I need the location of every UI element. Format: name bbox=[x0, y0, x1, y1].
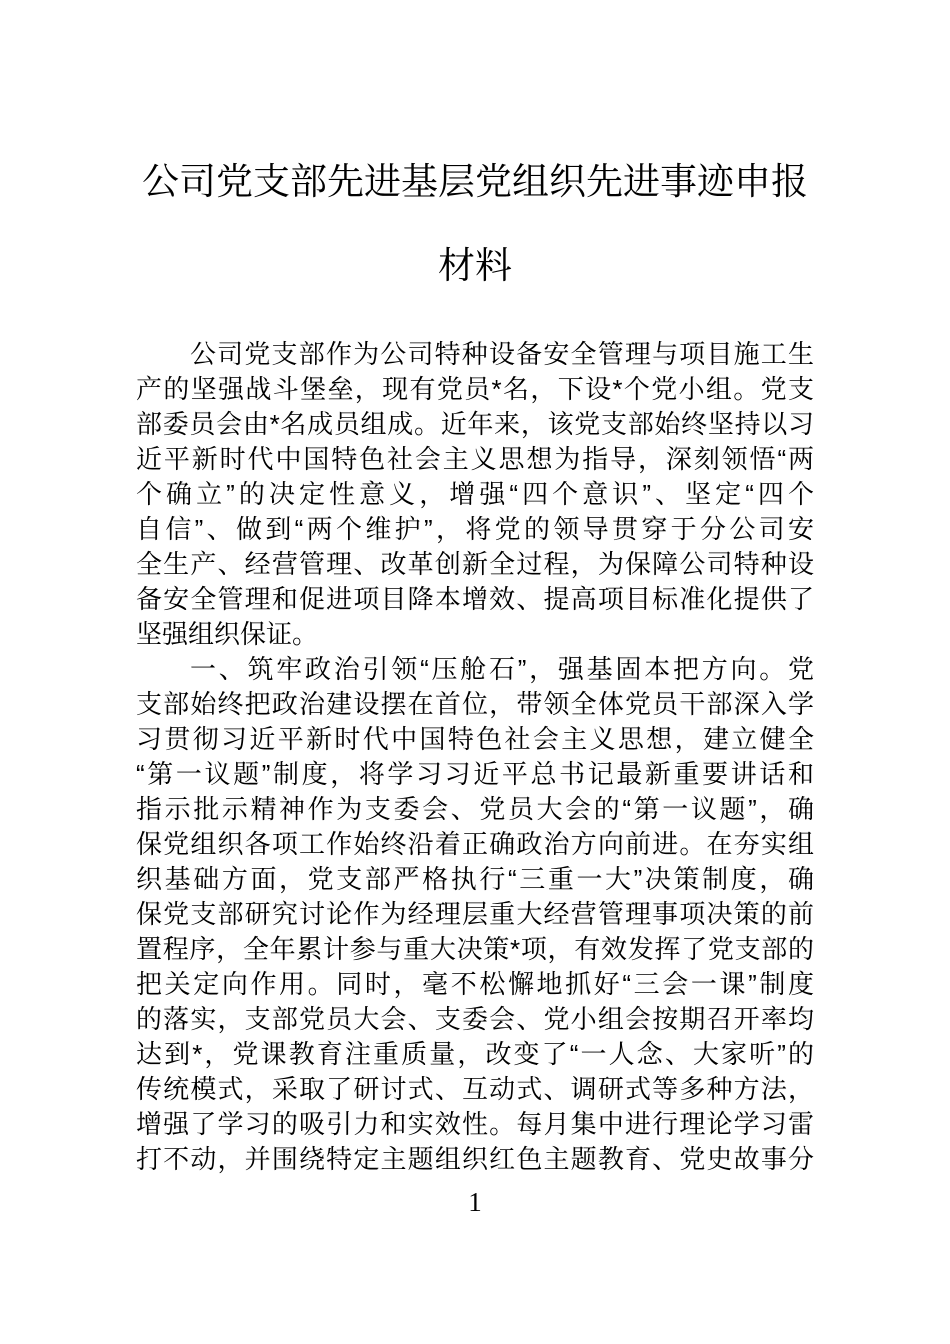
body-text-line: 自信”、做到“两个维护”，将党的领导贯穿于分公司安 bbox=[136, 514, 814, 544]
body-text-line: 公司党支部作为公司特种设备安全管理与项目施工生 bbox=[190, 339, 814, 369]
body-text-line: 增强了学习的吸引力和实效性。每月集中进行理论学习雷 bbox=[136, 1109, 814, 1139]
document-title-line: 公司党支部先进基层党组织先进事迹申报 bbox=[142, 161, 808, 202]
body-text-line: 织基础方面，党支部严格执行“三重一大”决策制度，确 bbox=[136, 864, 814, 894]
body-text-line: 保党组织各项工作始终沿着正确政治方向前进。在夯实组 bbox=[136, 829, 814, 859]
body-text-line: 坚强组织保证。 bbox=[136, 619, 319, 649]
body-text-line: 打不动，并围绕特定主题组织红色主题教育、党史故事分 bbox=[136, 1144, 814, 1174]
body-text-line: 全生产、经营管理、改革创新全过程，为保障公司特种设 bbox=[136, 549, 814, 579]
body-text-line: 近平新时代中国特色社会主义思想为指导，深刻领悟“两 bbox=[136, 444, 814, 474]
body-text-line: 保党支部研究讨论作为经理层重大经营管理事项决策的前 bbox=[136, 899, 814, 929]
body-text-line: 备安全管理和促进项目降本增效、提高项目标准化提供了 bbox=[136, 584, 814, 614]
body-text-line: 传统模式，采取了研讨式、互动式、调研式等多种方法， bbox=[136, 1074, 814, 1104]
body-text-line: 把关定向作用。同时，毫不松懈地抓好“三会一课”制度 bbox=[136, 969, 814, 999]
body-text-line: 部委员会由*名成员组成。近年来，该党支部始终坚持以习 bbox=[136, 409, 814, 439]
document-title bbox=[136, 140, 814, 308]
document-title-line: 材料 bbox=[438, 245, 512, 286]
body-text-line: 产的坚强战斗堡垒，现有党员*名，下设*个党小组。党支 bbox=[136, 374, 814, 404]
body-text-line: 置程序，全年累计参与重大决策*项，有效发挥了党支部的 bbox=[136, 934, 814, 964]
body-text-line: 达到*，党课教育注重质量，改变了“一人念、大家听”的 bbox=[136, 1039, 814, 1069]
document-body bbox=[136, 337, 814, 1177]
body-text-line: “第一议题”制度，将学习习近平总书记最新重要讲话和 bbox=[136, 759, 814, 789]
body-text-line: 支部始终把政治建设摆在首位，带领全体党员干部深入学 bbox=[136, 689, 814, 719]
body-text-line: 指示批示精神作为支委会、党员大会的“第一议题”，确 bbox=[136, 794, 814, 824]
body-text-line: 习贯彻习近平新时代中国特色社会主义思想，建立健全 bbox=[136, 724, 814, 754]
body-text-line: 的落实，支部党员大会、支委会、党小组会按期召开率均 bbox=[136, 1004, 814, 1034]
page-number: 1 bbox=[468, 1187, 482, 1217]
body-text-line: 一、筑牢政治引领“压舱石”，强基固本把方向。党 bbox=[190, 654, 814, 684]
body-text-line: 个确立”的决定性意义，增强“四个意识”、坚定“四个 bbox=[136, 479, 814, 509]
